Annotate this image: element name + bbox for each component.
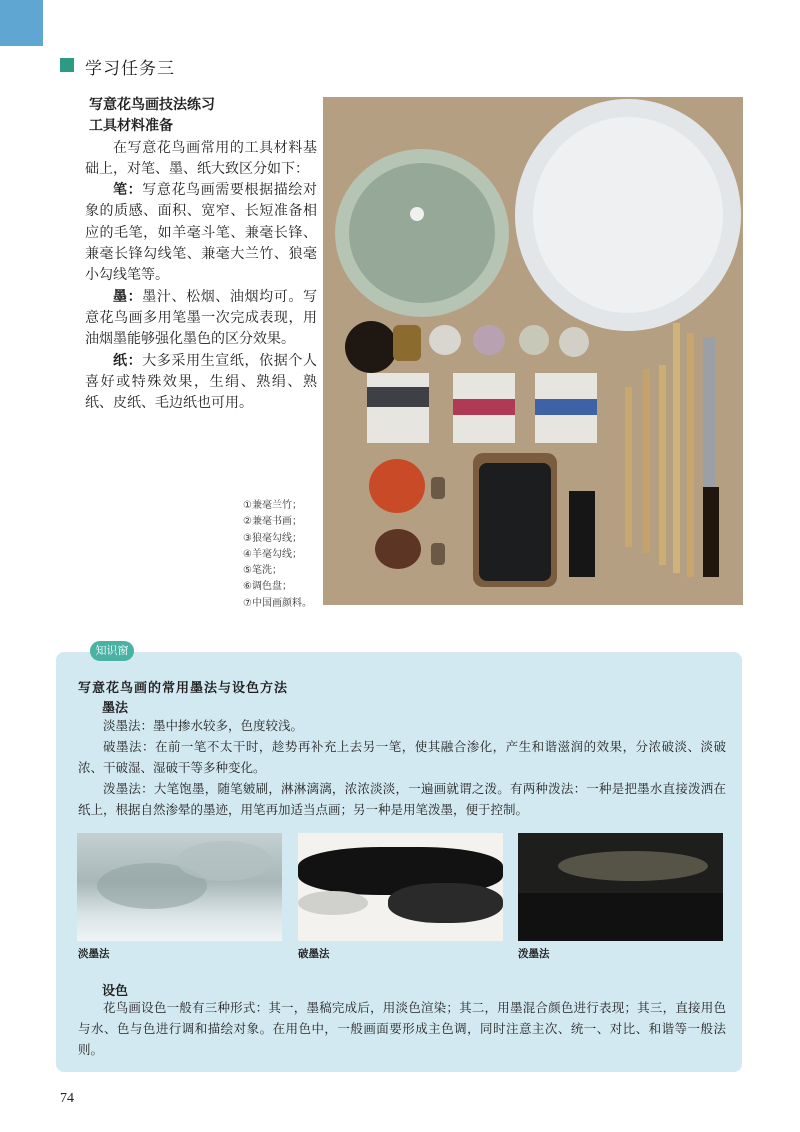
- intro-subheading: 工具材料准备: [89, 118, 173, 135]
- tools-photo: [323, 97, 743, 605]
- pigment-dish-4: [559, 327, 589, 357]
- coloring-para: 花鸟画设色一般有三种形式：其一，墨稿完成后，用淡色渲染；其二，用墨混合颜色进行表现；其三，直接用色与水、色与色进行调和描绘对象。在用色中，一般画面要形成主色调，同时注意主次、统一、对比、和谐等一般法则。: [78, 1000, 726, 1057]
- corner-decoration: [0, 0, 43, 46]
- brush-rest-2: [431, 543, 445, 565]
- legend-item: ⑦中国画颜料。: [243, 597, 312, 609]
- white-plate-inner: [533, 117, 723, 313]
- sample-broken-ink-image: [298, 833, 503, 941]
- section-title: 学习任务三: [85, 59, 175, 79]
- brush-label: 笔：: [113, 182, 143, 199]
- inkstone: [479, 463, 551, 581]
- knowledge-title: 写意花鸟画的常用墨法与设色方法: [78, 681, 289, 696]
- black-lidded-jar: [345, 321, 397, 373]
- ink-method-text: [78, 715, 726, 820]
- pigment-dish-2: [473, 325, 505, 355]
- palette-center-mark: [410, 207, 424, 221]
- intro-paragraph: 在写意花鸟画常用的工具材料基础上，对笔、墨、纸大致区分如下：: [85, 139, 317, 177]
- brown-dish: [375, 529, 421, 569]
- pigment-dish-1: [429, 325, 461, 355]
- section-marker: [60, 58, 74, 72]
- brush-text: 写意花鸟画需要根据描绘对象的质感、面积、宽窄、长短准备相应的毛笔，如羊毫斗笔、兼毫长锋、兼毫长锋勾线笔、兼毫大兰竹、狼毫小勾线笔等。: [85, 182, 318, 284]
- ink-method-heading: 墨法: [102, 701, 129, 716]
- palette-dish-inner: [349, 163, 495, 303]
- coloring-text: [78, 997, 726, 1060]
- pigment-dish-3: [519, 325, 549, 355]
- legend-item: ⑥调色盘；: [243, 581, 292, 593]
- brush-2: [643, 369, 650, 553]
- paper-text: 大多采用生宣纸，依据个人喜好或特殊效果，生绢、熟绢、熟纸、皮纸、毛边纸也可用。: [85, 352, 318, 412]
- intro-heading: 写意花鸟画技法练习: [89, 97, 215, 113]
- ink-method-para: 泼墨法：大笔饱墨，随笔皴刷，淋淋漓漓，浓浓淡淡，一遍画就谓之泼。有两种泼法：一种是把墨水直接泼洒在纸上，根据自然渗晕的墨迹，用笔再加适当点画；另一种是用笔泼墨，便于控制。: [78, 781, 726, 817]
- brush-rest-1: [431, 477, 445, 499]
- ink-paragraph: [85, 287, 317, 351]
- intro-text: [85, 95, 317, 414]
- sample-splash-ink-image: [518, 833, 723, 941]
- knife-handle: [703, 487, 719, 577]
- sample-caption-broken-ink: 破墨法: [298, 948, 330, 960]
- brush-4: [673, 323, 680, 573]
- brush-paragraph: [85, 180, 317, 286]
- coloring-heading: 设色: [102, 984, 129, 999]
- sample-light-ink-image: [77, 833, 282, 941]
- jar-gold-lid: [393, 325, 421, 361]
- pigment-box-1: [367, 373, 429, 443]
- ink-stick: [569, 491, 595, 577]
- brush-1: [625, 387, 632, 547]
- paper-paragraph: [85, 351, 317, 415]
- legend-item: ②兼毫书画；: [243, 516, 302, 528]
- knife-blade: [703, 337, 715, 487]
- legend-item: ④羊毫勾线；: [243, 548, 302, 560]
- brush-3: [659, 365, 666, 565]
- ink-text: 墨汁、松烟、油烟均可。写意花鸟画多用笔墨一次完成表现，用油烟墨能够强化墨色的区分效果。: [85, 288, 318, 348]
- knowledge-tag: 知识窗: [90, 641, 134, 661]
- ink-method-para: 淡墨法：墨中掺水较多，色度较浅。: [103, 718, 304, 733]
- brush-5: [687, 333, 694, 577]
- sample-caption-light-ink: 淡墨法: [78, 948, 110, 960]
- page-number: 74: [60, 1091, 74, 1106]
- pigment-box-1-band: [367, 387, 429, 407]
- ink-label: 墨：: [113, 288, 143, 305]
- ink-method-para: 破墨法：在前一笔不太干时，趁势再补充上去另一笔，使其融合渗化，产生和谐滋润的效果，分浓破淡、淡破浓、干破湿、湿破干等多种变化。: [78, 739, 726, 775]
- pigment-box-2-band: [453, 399, 515, 415]
- paper-label: 纸：: [113, 352, 143, 369]
- legend-item: ⑤笔洗；: [243, 565, 282, 577]
- legend-item: ③狼毫勾线；: [243, 532, 302, 544]
- sample-caption-splash-ink: 泼墨法: [518, 948, 550, 960]
- photo-legend: [243, 498, 312, 612]
- red-pigment-dish: [369, 459, 425, 513]
- legend-item: ①兼毫兰竹；: [243, 500, 302, 511]
- pigment-box-3-band: [535, 399, 597, 415]
